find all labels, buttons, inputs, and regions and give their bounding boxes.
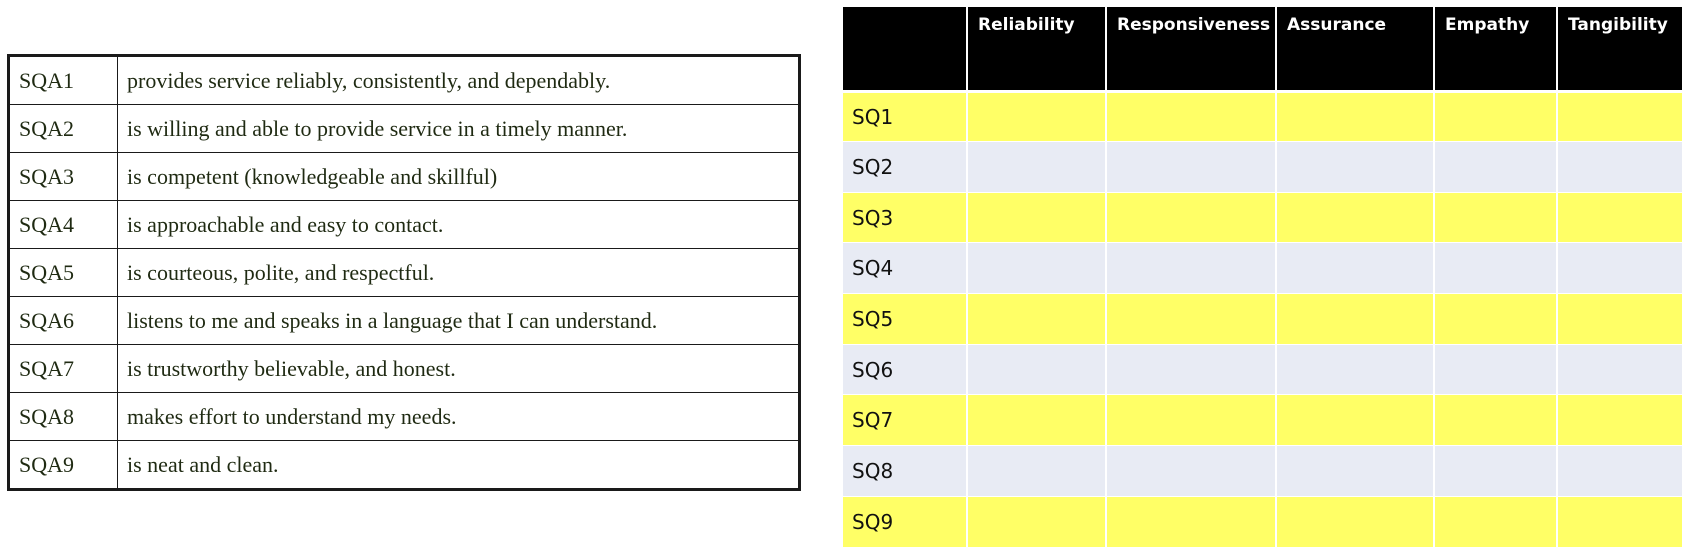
grid-cell (1557, 91, 1682, 142)
grid-cell (1557, 294, 1682, 345)
item-code: SQA2 (9, 105, 118, 153)
item-code: SQA3 (9, 153, 118, 201)
grid-cell (1106, 496, 1276, 547)
grid-cell (967, 395, 1106, 446)
table-row (9, 105, 800, 153)
grid-cell (1276, 294, 1434, 345)
row-label: SQ5 (843, 294, 967, 345)
header-reliability: Reliability (967, 7, 1106, 91)
header-tangibility: Tangibility (1557, 7, 1682, 91)
grid-row (843, 395, 1682, 446)
table-row (9, 153, 800, 201)
table-row (9, 201, 800, 249)
grid-cell (1557, 496, 1682, 547)
table-row (9, 393, 800, 441)
grid-cell (1106, 446, 1276, 497)
grid-row (843, 192, 1682, 243)
row-label: SQ8 (843, 446, 967, 497)
grid-header-row (843, 7, 1682, 91)
grid-cell (1276, 344, 1434, 395)
grid-cell (967, 294, 1106, 345)
item-text: is trustworthy believable, and honest. (118, 345, 800, 393)
grid-cell (1276, 395, 1434, 446)
item-code: SQA6 (9, 297, 118, 345)
grid-cell (1276, 496, 1434, 547)
grid-cell (1434, 395, 1557, 446)
grid-row (843, 496, 1682, 547)
grid-cell (967, 192, 1106, 243)
grid-cell (1434, 91, 1557, 142)
grid-cell (1434, 496, 1557, 547)
grid-cell (1434, 142, 1557, 193)
grid-cell (967, 344, 1106, 395)
item-text: is willing and able to provide service in a timely manner. (118, 105, 800, 153)
grid-cell (1557, 395, 1682, 446)
row-label: SQ4 (843, 243, 967, 294)
grid-cell (1557, 446, 1682, 497)
grid-cell (1276, 446, 1434, 497)
item-text: is courteous, polite, and respectful. (118, 249, 800, 297)
row-label: SQ6 (843, 344, 967, 395)
grid-cell (1106, 344, 1276, 395)
header-responsiveness: Responsiveness (1106, 7, 1276, 91)
row-label: SQ9 (843, 496, 967, 547)
grid-cell (1557, 344, 1682, 395)
table-row (9, 441, 800, 490)
grid-cell (967, 446, 1106, 497)
grid-cell (1434, 344, 1557, 395)
table-row (9, 249, 800, 297)
row-label: SQ3 (843, 192, 967, 243)
header-assurance: Assurance (1276, 7, 1434, 91)
grid-cell (1106, 192, 1276, 243)
row-label: SQ7 (843, 395, 967, 446)
grid-cell (1434, 294, 1557, 345)
grid-cell (967, 142, 1106, 193)
grid-corner-header (843, 7, 967, 91)
grid-row (843, 142, 1682, 193)
header-empathy: Empathy (1434, 7, 1557, 91)
item-code: SQA1 (9, 56, 118, 105)
table-row (9, 297, 800, 345)
item-text: is approachable and easy to contact. (118, 201, 800, 249)
item-text: provides service reliably, consistently, and dependably. (118, 56, 800, 105)
grid-cell (1106, 243, 1276, 294)
item-text: listens to me and speaks in a language that I can understand. (118, 297, 800, 345)
grid-cell (1106, 395, 1276, 446)
item-code: SQA4 (9, 201, 118, 249)
row-label: SQ1 (843, 91, 967, 142)
grid-cell (1276, 243, 1434, 294)
grid-row (843, 91, 1682, 142)
grid-cell (1276, 91, 1434, 142)
grid-cell (1276, 192, 1434, 243)
grid-cell (967, 91, 1106, 142)
item-text: is neat and clean. (118, 441, 800, 490)
grid-cell (967, 496, 1106, 547)
grid-cell (1276, 142, 1434, 193)
item-code: SQA9 (9, 441, 118, 490)
item-code: SQA7 (9, 345, 118, 393)
item-text: makes effort to understand my needs. (118, 393, 800, 441)
grid-cell (1557, 142, 1682, 193)
grid-cell (1557, 243, 1682, 294)
grid-row (843, 294, 1682, 345)
grid-cell (1106, 142, 1276, 193)
grid-cell (1434, 192, 1557, 243)
row-label: SQ2 (843, 142, 967, 193)
grid-cell (1106, 294, 1276, 345)
grid-cell (1106, 91, 1276, 142)
grid-cell (1434, 243, 1557, 294)
grid-cell (1434, 446, 1557, 497)
table-row (9, 56, 800, 105)
grid-cell (1557, 192, 1682, 243)
item-text: is competent (knowledgeable and skillful) (118, 153, 800, 201)
item-code: SQA5 (9, 249, 118, 297)
item-code: SQA8 (9, 393, 118, 441)
grid-row (843, 446, 1682, 497)
grid-row (843, 344, 1682, 395)
grid-cell (967, 243, 1106, 294)
dimension-mapping-grid (843, 7, 1682, 547)
table-row (9, 345, 800, 393)
grid-row (843, 243, 1682, 294)
service-quality-items-table (7, 54, 801, 491)
